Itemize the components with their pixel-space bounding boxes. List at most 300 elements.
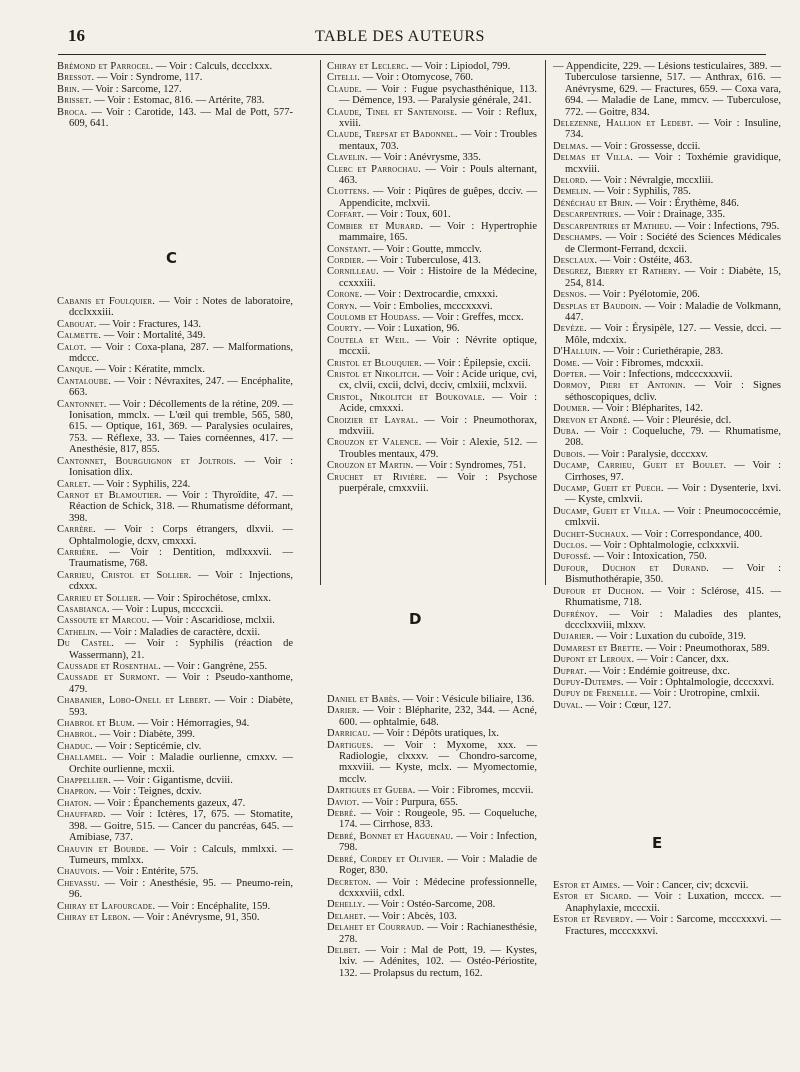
index-entry (327, 266, 537, 289)
entry-references: — Voir : Syphilis, 224. (93, 478, 191, 490)
header-rule (58, 54, 766, 55)
index-entry (327, 437, 537, 460)
author-name: Desgrez, Bierry et Rathery. (553, 266, 681, 278)
author-name: Dupuy de Frenelle. (553, 688, 638, 700)
entry-references: — Voir : Syndrome, 117. (96, 72, 203, 84)
index-entry (57, 364, 293, 375)
entry-references: — Voir : Mal de Pott, 19. — Kystes, lxiv. — Adénites, 102. — Ostéo-Périostite, 132. — Prolapsus du rectum, 162. (339, 944, 538, 979)
index-entry (553, 880, 781, 891)
index-entry (327, 164, 537, 187)
index-entry (57, 95, 293, 106)
entry-references: — Voir : Érysipèle, 127. — Vessie, dcci. — Môle, mdcxix. (565, 323, 781, 346)
entry-references: — Voir : Acide urique, cvi, cx, clvii, cxcii, dclvi, dcciv, cmlxiii, mclxvii. (339, 368, 538, 392)
author-name: Carrière. (57, 546, 99, 558)
index-entry (553, 586, 781, 609)
entry-references: — Voir : Luxation du cuboïde, 319. (596, 631, 746, 643)
index-entry (553, 551, 781, 562)
author-name: Dartigues et Gueba. (327, 785, 416, 797)
entry-references: — Voir : Névrite optique, mccxii. (339, 334, 537, 358)
author-name: Dome. (553, 357, 580, 369)
entry-references: — Voir : Purpura, 655. (362, 796, 458, 808)
entry-references: — Voir : Coxa-plana, 287. — Malformations, mdccc. (69, 341, 293, 365)
author-name: Carnot et Blamoutier. (57, 489, 162, 501)
author-name: Dénéchau et Brin. (553, 197, 633, 209)
index-entry (327, 369, 537, 392)
entry-references: — Voir : Maladie de Roger, 830. (339, 853, 538, 877)
author-name: Chauffard. (57, 809, 106, 821)
entry-references: — Voir : Anévrysme, 335. (370, 152, 481, 164)
entry-references: — Voir : Greffes, mccx. (422, 311, 524, 323)
index-entry (553, 118, 781, 141)
index-entry (327, 129, 537, 152)
entry-references: — Voir : Alexie, 512. — Troubles mentaux, 479. (339, 437, 538, 460)
entry-references: — Voir : Psychose puerpérale, cmxxviii. (339, 471, 537, 495)
index-entry (57, 752, 293, 775)
author-name: Duprat. (553, 665, 587, 677)
entry-references: — Voir : Ophtalmologie, dcccxxvi. (626, 676, 775, 688)
index-entry (57, 901, 293, 912)
author-name: Coutela et Weil. (327, 334, 410, 346)
author-name: Delmas. (553, 140, 589, 152)
index-entry (327, 244, 537, 255)
index-entry (553, 540, 781, 551)
index-entry (57, 319, 293, 330)
author-name: Dupuy-Dutemps. (553, 676, 624, 688)
author-name: Challamel. (57, 752, 108, 764)
index-entry (327, 415, 537, 438)
entry-references: — Voir : Thyroïdite, 47. — Réaction de Schick, 318. — Rhumatisme déformant, 398. (69, 489, 293, 524)
index-entry (553, 266, 781, 289)
entry-references: — Voir : Reflux, xviii. (339, 106, 537, 130)
entry-references: — Voir : Médecine professionnelle, dcxxxviii, cdxl. (339, 876, 537, 899)
author-name: Descarpentries. (553, 209, 622, 221)
entry-references: — Voir : Dextrocardie, cmxxxi. (364, 289, 498, 301)
author-name: Delahet. (327, 910, 367, 922)
entry-references: — Voir : Coqueluche, 79. — Rhumatisme, 208. (565, 426, 782, 449)
entry-references: — Voir : Pouls alternant, 463. (339, 163, 537, 187)
index-entry (553, 152, 781, 175)
running-head: TABLE DES AUTEURS (315, 28, 485, 45)
entry-references: — Voir : Grossesse, dccii. (590, 140, 701, 152)
entry-references: — Voir : Acide, cmxxxi. (339, 391, 537, 415)
index-entry (327, 705, 537, 728)
author-name: Chiray et Lafourcade. (57, 900, 156, 912)
entry-references: — Voir : Endémie goitreuse, dxc. (589, 665, 730, 677)
author-name: Claude, Trepsat et Badonnel. (327, 129, 458, 141)
author-name: Ducamp, Gueit et Puech. (553, 483, 664, 495)
entry-references: — Voir : Sclérose, 415. — Rhumatisme, 718. (565, 585, 781, 609)
author-name: D'Halluin. (553, 346, 601, 358)
author-name: Delahet et Courraud. (327, 922, 425, 934)
entry-references: — Voir : Ictères, 17, 675. — Stomatite, 398. — Goitre, 515. — Cancer du pancréas, 645. — Amibiase, 737. (69, 809, 293, 844)
author-name: Estor et Aimes. (553, 880, 621, 891)
entry-references: — Voir : Épilepsie, cxcii. (424, 357, 531, 369)
index-entry (553, 460, 781, 483)
index-column-2-c (327, 61, 537, 494)
letter-heading-c: C (166, 249, 178, 267)
index-entry (57, 672, 293, 695)
entry-references: — Voir : Myxome, xxx. — Radiologie, clxxxv. — Chondro-sarcome, mxxviii. — Kyste, mclx. — Myomectomie, mcclv. (339, 739, 537, 785)
index-entry (553, 403, 781, 414)
author-name: Cordier. (327, 254, 365, 266)
author-name: Debré, Bonnet et Haguenau. (327, 830, 454, 842)
index-entry (57, 570, 293, 593)
index-column-2-d (327, 694, 537, 979)
index-entry (327, 323, 537, 334)
author-name: Cristol, Nikolitch et Boukovale. (327, 391, 486, 403)
entry-references: — Voir : Gigantisme, dcviii. (113, 775, 233, 787)
entry-references: — Voir : Dépôts uratiques, lx. (373, 728, 500, 740)
index-entry (57, 878, 293, 901)
index-entry (553, 301, 781, 324)
author-name: Chiray et Leclerc. (327, 61, 409, 72)
author-name: Cabouat. (57, 318, 97, 330)
entry-references: — Voir : Carotide, 143. — Mal de Pott, 577-609, 641. (69, 106, 293, 130)
index-entry (553, 175, 781, 186)
author-name: Brin. (57, 83, 80, 95)
index-entry (553, 415, 781, 426)
author-name: Corone. (327, 289, 363, 301)
index-entry (327, 460, 537, 471)
index-entry (327, 209, 537, 220)
entry-references: — Voir : Fibromes, mccvii. (418, 785, 534, 797)
author-name: Crouzon et Valence. (327, 437, 422, 449)
index-entry (57, 296, 293, 319)
author-name: Dufrénoy. (553, 608, 599, 620)
entry-references: — Voir : Infections, 795. (674, 220, 780, 232)
entry-references: — Voir : Calculs, dccclxxx. (155, 61, 273, 72)
author-name: Chauvin et Bourde. (57, 843, 149, 855)
index-entry (57, 627, 293, 638)
index-entry (57, 695, 293, 718)
index-column-1-top (57, 61, 293, 129)
index-entry (327, 301, 537, 312)
author-name: Delmas et Villa. (553, 152, 634, 164)
index-entry (57, 741, 293, 752)
author-name: Claude, Tinel et Santenoise. (327, 106, 458, 118)
index-entry (327, 797, 537, 808)
entry-references: — Voir : Histoire de la Médecine, ccxxxiii. (339, 266, 537, 289)
entry-references: — Voir : Urotropine, cmlxii. (640, 688, 760, 700)
entry-references: — Voir : Encéphalite, 159. (157, 900, 271, 912)
letter-heading-d: D (409, 610, 422, 628)
index-entry (327, 312, 537, 323)
entry-references: — Voir : Pleurésie, dcl. (633, 414, 732, 426)
entry-references: — Voir : Dysenterie, lxvi. — Kyste, cmlxvii. (565, 483, 782, 506)
author-name: Darier. (327, 705, 360, 717)
author-name: Cantaloube. (57, 375, 112, 387)
index-entry (57, 456, 293, 479)
author-name: Calmette. (57, 330, 102, 342)
author-name: Desplas et Baudoin. (553, 300, 642, 312)
entry-references: — Voir : Fibromes, mdcxxii. (582, 357, 704, 369)
entry-references: — Voir : Névralgie, mccxliii. (590, 175, 714, 187)
author-name: Delezenne, Hallion et Ledebt. (553, 118, 694, 130)
index-entry (327, 472, 537, 495)
entry-references: — Voir : Pseudo-xanthome, 479. (69, 672, 293, 695)
entry-references: — Voir : Mortalité, 349. (103, 330, 206, 342)
author-name: Desnos. (553, 289, 587, 301)
index-entry (553, 529, 781, 540)
author-name: Chabanier, Lobo-Onell et Lebert. (57, 695, 211, 707)
index-entry (57, 342, 293, 365)
index-entry (327, 186, 537, 209)
author-name: Decreton. (327, 876, 372, 888)
index-entry (57, 376, 293, 399)
index-entry (327, 392, 537, 415)
author-name: Brisset. (57, 95, 92, 107)
index-entry (57, 107, 293, 130)
entry-references: — Voir : Anévrysme, 91, 350. (133, 911, 260, 923)
author-name: Combier et Murard. (327, 220, 424, 232)
index-entry (57, 638, 293, 661)
entry-references: — Voir : Bismuthothérapie, 350. (565, 562, 782, 586)
entry-references: — Voir : Infection, 798. (339, 830, 537, 854)
index-entry (553, 914, 781, 937)
author-name: Ducamp, Carrieu, Gueit et Boulet. (553, 460, 727, 472)
index-entry (57, 524, 293, 547)
author-name: Carlet. (57, 478, 91, 490)
author-name: Dufour, Duchon et Durand. (553, 562, 709, 574)
index-entry (327, 221, 537, 244)
author-name: Courty. (327, 323, 362, 335)
entry-references: — Voir : Ionisation dlix. (69, 455, 293, 479)
author-name: Chiray et Lebon. (57, 911, 131, 923)
author-name: Calot. (57, 341, 87, 353)
entry-references: — Voir : Septicémie, clv. (95, 740, 202, 752)
entry-references: — Voir : Toxhémie gravidique, mcxviii. (565, 152, 782, 175)
index-entry (553, 369, 781, 380)
author-name: Chappellier. (57, 775, 112, 787)
index-entry (327, 255, 537, 266)
author-name: Cristol et Nikolitch. (327, 368, 420, 380)
index-entry (553, 449, 781, 460)
index-entry (57, 786, 293, 797)
author-name: Debré, Cordey et Olivier. (327, 853, 444, 865)
index-entry (553, 61, 781, 118)
author-name: Chabrol. (57, 729, 98, 741)
author-name: Clerc et Parrochau. (327, 163, 421, 175)
author-name: Daviot. (327, 796, 360, 808)
index-entry (327, 899, 537, 910)
entry-references: — Voir : Pyélotomie, 206. (589, 289, 700, 301)
index-entry (553, 198, 781, 209)
entry-references: — Voir : Cœur, 127. (585, 699, 672, 711)
index-entry (57, 718, 293, 729)
index-entry (327, 922, 537, 945)
entry-references: — Voir : Signes séthoscopiques, dcliv. (565, 380, 782, 403)
author-name: Dormoy, Pieri et Antonin. (553, 380, 686, 392)
index-entry (327, 740, 537, 786)
index-entry (57, 844, 293, 867)
entry-references: — Voir : Cirrhoses, 97. (565, 460, 782, 483)
author-name: Estor et Reverdy. (553, 914, 634, 926)
column-separator-1 (320, 60, 321, 585)
index-entry (327, 61, 537, 72)
author-name: Darricau. (327, 728, 371, 740)
index-entry (57, 604, 293, 615)
index-entry (553, 358, 781, 369)
entry-references: — Voir : Fugue psychasthénique, 113. — Démence, 193. — Paralysie générale, 241. (339, 83, 538, 107)
index-entry (327, 72, 537, 83)
index-entry (553, 346, 781, 357)
author-name: Chaduc. (57, 740, 93, 752)
entry-references: — Voir : Maladies de caractère, dcxii. (100, 626, 260, 638)
entry-references: — Voir : Pneumothorax, 589. (645, 642, 770, 654)
author-name: Du Castel. (57, 638, 115, 650)
index-entry (553, 255, 781, 266)
index-entry (327, 694, 537, 705)
index-entry (327, 808, 537, 831)
column-separator-2 (545, 60, 546, 585)
entry-references: — Voir : Dentition, mdlxxxvii. — Traumatisme, 768. (69, 546, 294, 570)
entry-references: — Voir : Épanchements gazeux, 47. (94, 797, 246, 809)
entry-references: — Voir : Diabète, 593. (69, 695, 294, 718)
entry-references: — Voir : Corps étrangers, dlxvii. — Ophtalmologie, dcxv, cmxxxi. (69, 524, 294, 547)
entry-references: — Voir : Infections, mdcccxxxvii. (589, 368, 733, 380)
author-name: Duclos. (553, 540, 588, 552)
entry-references: — Voir : Luxation, 96. (364, 323, 460, 335)
author-name: Cornilleau. (327, 266, 379, 278)
entry-references: — Voir : Maladie ourlienne, cmxxv. — Orchite ourlienne, mcxii. (69, 752, 293, 775)
entry-references: — Voir : Rachianesthésie, 278. (339, 922, 538, 945)
entry-references: — Voir : Blépharite, 232, 344. — Acné, 600. — ophtalmie, 648. (339, 705, 537, 728)
entry-references: — Voir : Hémorragies, 94. (137, 718, 250, 730)
author-name: Dopter. (553, 368, 587, 380)
entry-references: — Voir : Curiethérapie, 283. (603, 346, 724, 358)
author-name: Ducamp, Gueit et Villa. (553, 505, 661, 517)
index-entry (553, 700, 781, 711)
index-entry (553, 631, 781, 642)
author-name: Carrieu, Cristol et Sollier. (57, 569, 192, 581)
author-name: Claude. (327, 83, 362, 95)
index-entry (327, 911, 537, 922)
author-name: Dubois. (553, 448, 586, 460)
author-name: Cantonnet. (57, 398, 107, 410)
author-name: Chevassu. (57, 877, 100, 889)
index-entry (327, 728, 537, 739)
index-entry (553, 426, 781, 449)
author-name: Carrieu et Sollier. (57, 592, 142, 604)
author-name: Devèze. (553, 323, 587, 335)
index-entry (327, 107, 537, 130)
index-entry (327, 854, 537, 877)
entry-references: — Appendicite, 229. — Lésions testiculaires, 389. — Tuberculose tarsienne, 517. — Anthrax, 616. — Anévrysme, 629. — Fractures, 659. — Coxa vara, 694. — Maladie de Lane, mmcv. — Tuberculose, 772. — Goitre, 834. (553, 61, 781, 118)
index-entry (57, 593, 293, 604)
entry-references: — Voir : Troubles mentaux, 703. (339, 129, 538, 152)
author-name: Dehelly. (327, 899, 366, 911)
author-name: Brémond et Parrocel. (57, 61, 154, 72)
entry-references: — Voir : Intoxication, 750. (593, 551, 707, 563)
index-entry (57, 72, 293, 83)
index-entry (57, 479, 293, 490)
index-entry (327, 84, 537, 107)
entry-references: — Voir : Goutte, mmcclv. (373, 243, 482, 255)
author-name: Bressot. (57, 72, 95, 84)
page-number: 16 (68, 26, 85, 45)
index-column-3-e (553, 880, 781, 937)
index-entry (553, 186, 781, 197)
index-entry (553, 289, 781, 300)
index-entry (553, 891, 781, 914)
author-name: Canque. (57, 364, 93, 376)
entry-references: — Voir : Érythème, 846. (635, 197, 739, 209)
index-entry (57, 729, 293, 740)
entry-references: — Voir : Pneumococcémie, cmlxvii. (565, 505, 782, 529)
author-name: Chauvois. (57, 866, 100, 878)
entry-references: — Voir : Luxation, mcccx. — Anaphylaxie, mcccxii. (565, 891, 781, 914)
entry-references: — Voir : Calculs, mmlxxi. — Tumeurs, mmlxx. (69, 843, 293, 866)
author-name: Dufossé. (553, 551, 591, 563)
author-name: Doumer. (553, 403, 590, 415)
index-entry (553, 677, 781, 688)
entry-references: — Voir : Injections, cdxxx. (69, 569, 294, 593)
index-column-1-c (57, 296, 293, 923)
author-name: Carrère. (57, 524, 96, 536)
author-name: Chabrol et Blum. (57, 718, 135, 730)
index-entry (553, 209, 781, 220)
author-name: Duchet-Suchaux. (553, 528, 629, 540)
index-entry (57, 490, 293, 524)
entry-references: — Voir : Blépharites, 142. (592, 403, 703, 415)
entry-references: — Voir : Pneumothorax, mdxviii. (339, 414, 537, 437)
author-name: Deschamps. (553, 232, 603, 244)
index-entry (327, 945, 537, 979)
author-name: Broca. (57, 106, 88, 118)
entry-references: — Voir : Drainage, 335. (624, 209, 726, 221)
index-column-3-d (553, 61, 781, 711)
entry-references: — Voir : Tuberculose, 413. (366, 254, 481, 266)
index-entry (553, 666, 781, 677)
entry-references: — Voir : Syphilis, 785. (593, 186, 691, 198)
author-name: Delord. (553, 175, 588, 187)
index-entry (553, 483, 781, 506)
index-entry (553, 323, 781, 346)
author-name: Coulomb et Houdass. (327, 311, 421, 323)
index-entry (553, 609, 781, 632)
entry-references: — Voir : Ostéite, 463. (599, 254, 693, 266)
entry-references: — Voir : Entérite, 575. (102, 866, 199, 878)
entry-references: — Voir : Diabète, 399. (99, 729, 195, 741)
author-name: Demelin. (553, 186, 592, 198)
author-name: Drevon et André. (553, 414, 631, 426)
author-name: Dumarest et Brette. (553, 642, 644, 654)
author-name: Citelli. (327, 72, 360, 84)
entry-references: — Voir : Névraxites, 247. — Encéphalite, 663. (69, 375, 293, 399)
entry-references: — Voir : Toux, 601. (366, 209, 451, 221)
author-name: Caussade et Rosenthal. (57, 661, 162, 672)
entry-references: — Voir : Ophtalmologie, cclxxxvii. (590, 540, 740, 552)
index-entry (327, 152, 537, 163)
author-name: Cruchet et Rivière. (327, 471, 427, 483)
index-entry (57, 775, 293, 786)
index-entry (553, 563, 781, 586)
entry-references: — Voir : Ascaridiose, mclxii. (152, 615, 275, 627)
author-name: Clavelin. (327, 152, 368, 164)
author-name: Croizier et Layral. (327, 414, 419, 426)
entry-references: — Voir : Cancer, dxx. (636, 654, 729, 666)
author-name: Crouzon et Martin. (327, 460, 414, 472)
author-name: Debré. (327, 808, 357, 820)
index-entry (327, 877, 537, 900)
index-entry (553, 221, 781, 232)
author-name: Duba. (553, 426, 579, 437)
entry-references: — Voir : Sarcome, mcccxxxvi. — Fractures, mcccxxxvi. (565, 914, 782, 937)
index-entry (327, 289, 537, 300)
entry-references: — Voir : Correspondance, 400. (631, 528, 763, 540)
author-name: Chaton. (57, 797, 92, 809)
author-name: Dupont et Leroux. (553, 654, 635, 666)
